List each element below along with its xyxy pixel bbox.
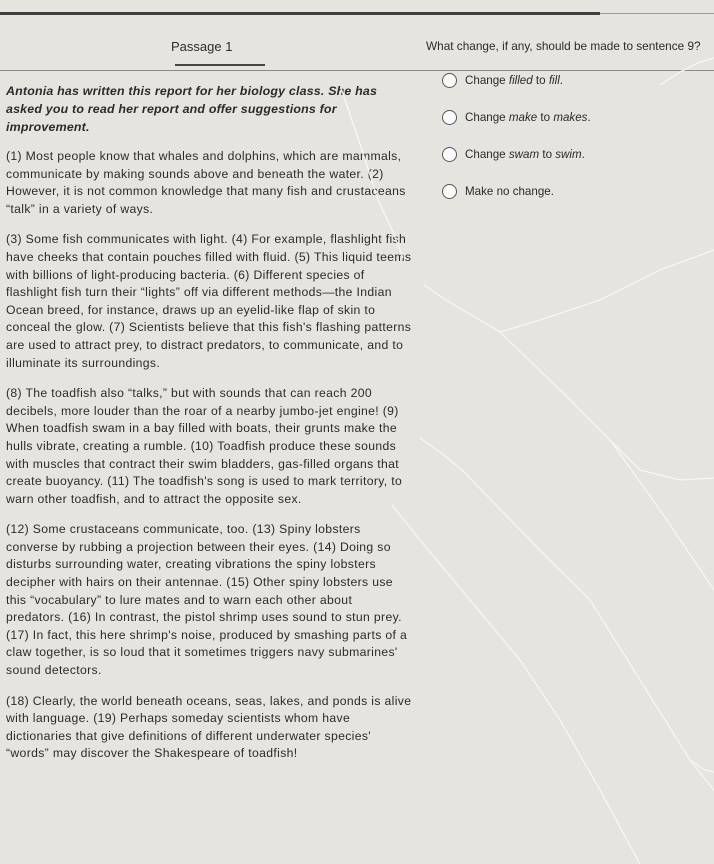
answer-option-b[interactable]	[442, 108, 709, 126]
radio-button-icon[interactable]	[442, 147, 457, 162]
answer-option-c[interactable]	[442, 145, 709, 163]
option-label: Change filled to fill.	[465, 73, 564, 87]
question-panel	[424, 38, 709, 219]
option-label: Change make to makes.	[465, 110, 591, 124]
radio-button-icon[interactable]	[442, 184, 457, 199]
option-label: Make no change.	[465, 184, 554, 198]
passage-title: Passage 1	[171, 39, 233, 54]
title-underline	[175, 64, 265, 66]
option-label: Change swam to swim.	[465, 147, 585, 161]
passage-intro: Antonia has written this report for her biology class. She has asked you to read her report and offer suggestions for improvement.	[6, 84, 378, 134]
top-rule-extension	[600, 13, 714, 14]
answer-option-d[interactable]	[442, 182, 709, 200]
radio-button-icon[interactable]	[442, 73, 457, 88]
passage-text	[6, 82, 414, 776]
passage-paragraph-5: (18) Clearly, the world beneath oceans, seas, lakes, and ponds is alive with language. (19) Perhaps someday scientists whom have dictionaries that give definitions of different underwater species' “words” may discover the Shakespeare of toadfish!	[6, 693, 412, 761]
passage-paragraph-3: (8) The toadfish also “talks,” but with sounds that can reach 200 decibels, more louder than the roar of a nearby jumbo-jet engine! (9) When toadfish swam in a bay filled with boats, their grunts make the hulls vibrate, creating a rumble. (10) Toadfish produce these sounds with muscles that contract their swim bladders, gas-filled organs that create buoyancy. (11) The toadfish's song is used to mark territory, to warn other toadfish, and to attract the opposite sex.	[6, 386, 403, 506]
radio-button-icon[interactable]	[442, 110, 457, 125]
passage-paragraph-4: (12) Some crustaceans communicate, too. (13) Spiny lobsters converse by rubbing a projection between their eyes. (14) Doing so disturbs surrounding water, creating vibrations the spiny lobsters decipher with hairs on their antennae. (15) Other spiny lobsters use this “vocabulary” to lure mates and to warn each other about predators. (16) In contrast, the pistol shrimp uses sound to stun prey. (17) In fact, this here shrimp's noise, produced by smashing parts of a claw together, is so loud that it sometimes triggers navy submarines' sound detectors.	[6, 522, 408, 678]
passage-paragraph-2: (3) Some fish communicates with light. (4) For example, flashlight fish have cheeks that contain pouches filled with fluid. (5) This liquid teems with billions of light-producing bacteria. (6) Different species of flashlight fish turn their “lights” off via different methods—the Indian Ocean breed, for instance, draws up an eyelid-like flap of skin to conceal the glow. (7) Scientists believe that this fish's flashing patterns are used to attract prey, to distract predators, to communicate, and to illuminate its surroundings.	[6, 232, 412, 370]
answer-option-a[interactable]	[442, 71, 709, 89]
question-prompt: What change, if any, should be made to sentence 9?	[426, 39, 701, 53]
top-rule	[0, 12, 600, 15]
passage-paragraph-1: (1) Most people know that whales and dolphins, which are mammals, communicate by making sounds above and beneath the water. (2) However, it is not common knowledge that many fish and crustaceans “talk” in a variety of ways.	[6, 149, 406, 216]
